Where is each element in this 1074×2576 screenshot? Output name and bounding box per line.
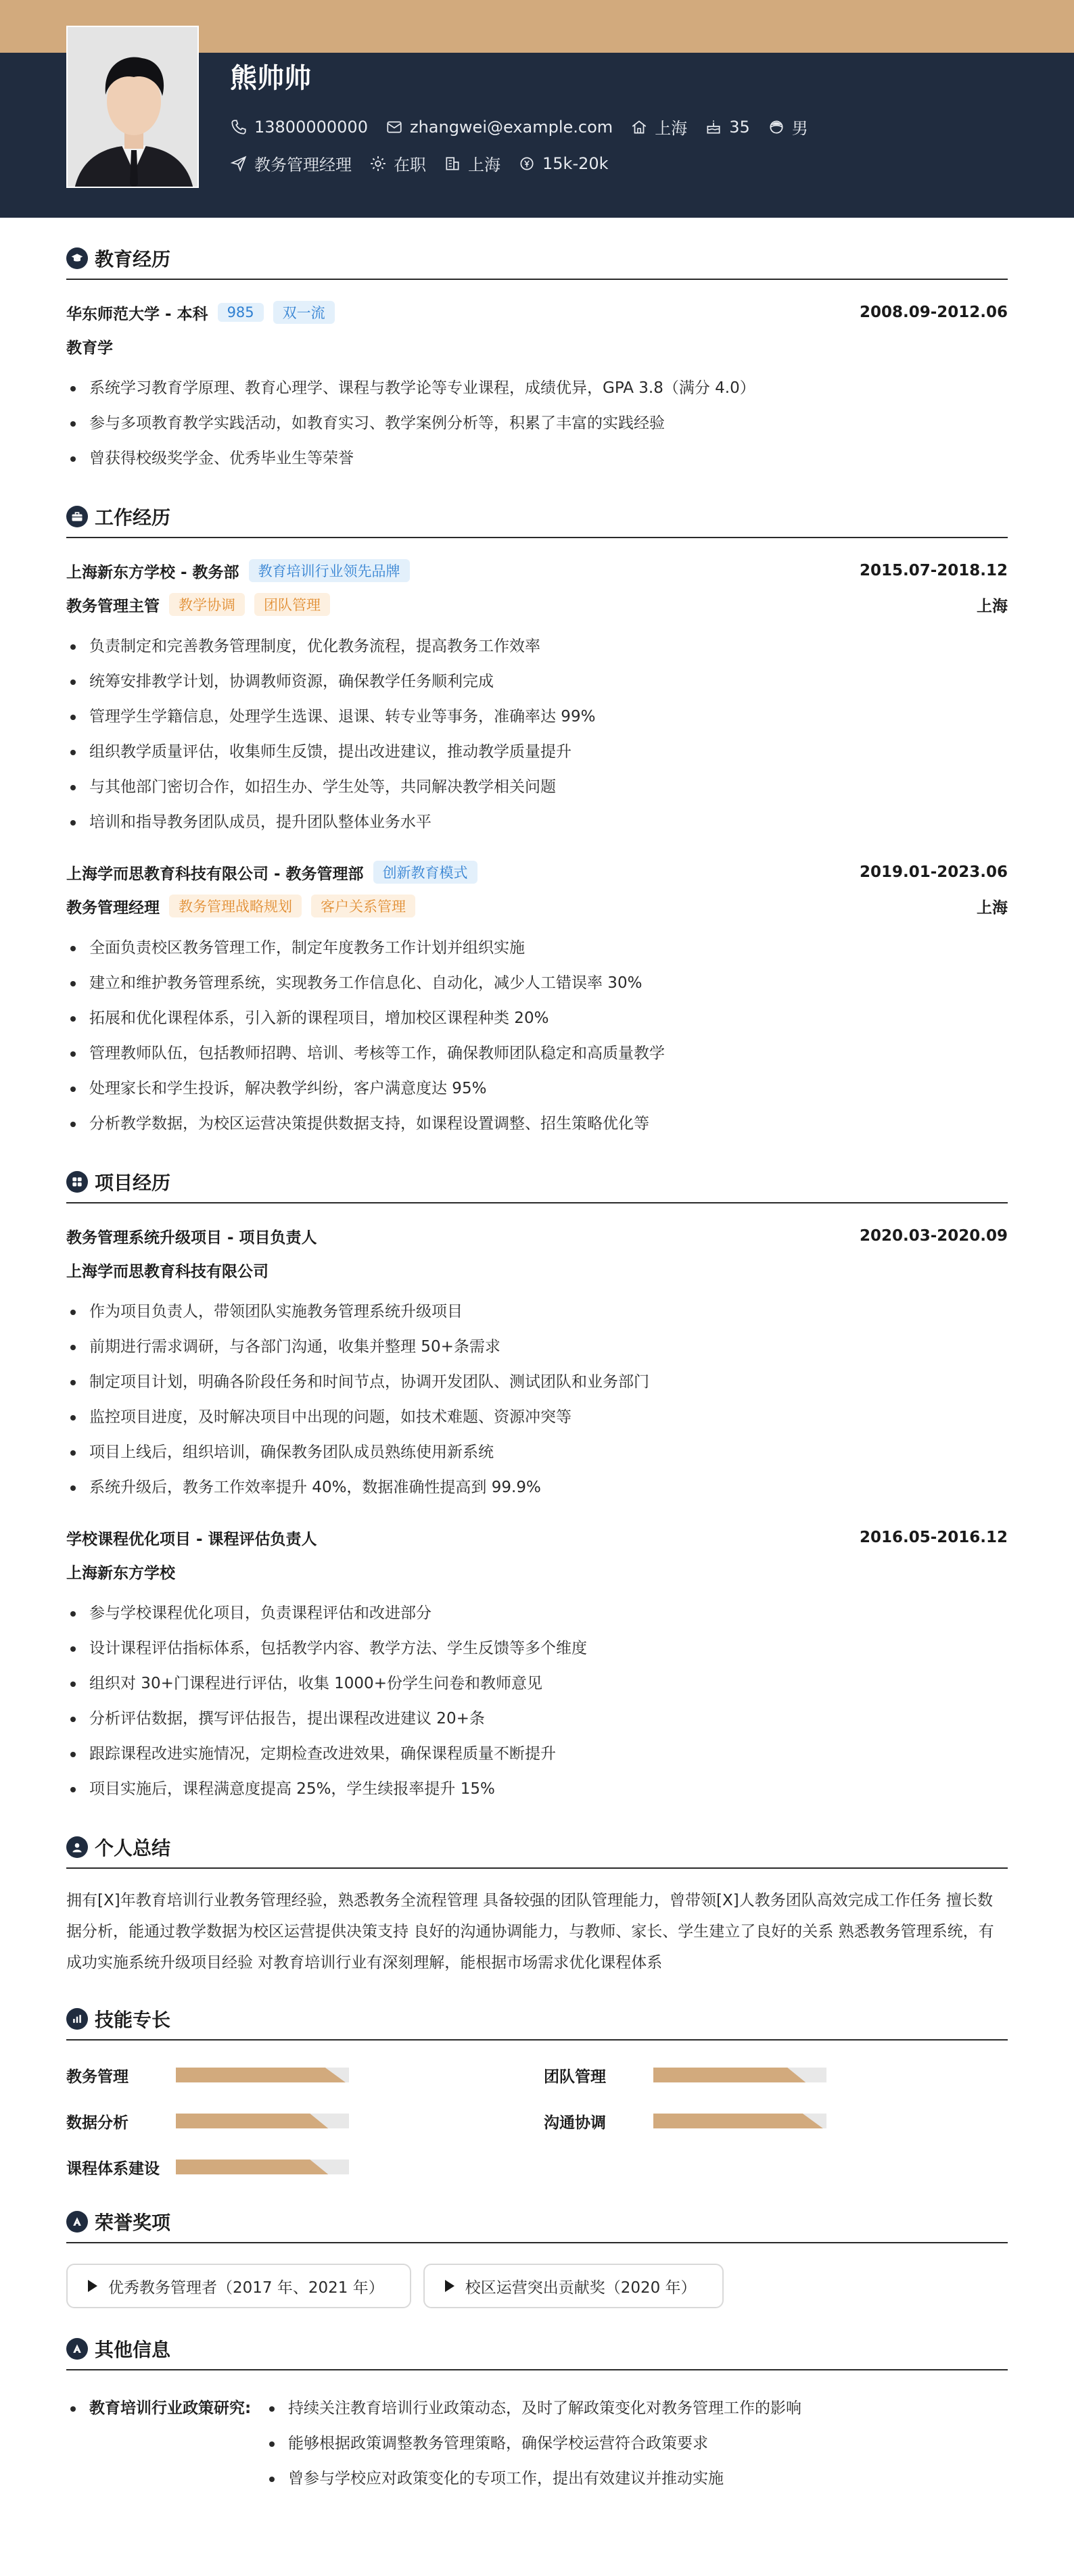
list-item: 曾参与学校应对政策变化的专项工作，提出有效建议并推动实施	[265, 2461, 801, 2496]
skill-name: 团队管理	[544, 2068, 606, 2086]
summary-header	[66, 1834, 1008, 1869]
avatar	[66, 26, 199, 188]
position-text: 教务管理经理	[254, 156, 352, 174]
other-bullets	[265, 2391, 801, 2496]
work-date: 2015.07-2018.12	[859, 562, 1008, 579]
status-text: 在职	[394, 156, 426, 174]
building-icon	[444, 155, 461, 172]
school-tag: 双一流	[273, 301, 335, 324]
company-name: 上海学而思教育科技有限公司 - 教务管理部	[66, 865, 364, 883]
user-icon	[66, 1836, 88, 1858]
major: 教育学	[66, 339, 113, 357]
education-entry	[66, 299, 1008, 476]
work-section	[66, 503, 1008, 1141]
salary-text: 15k-20k	[542, 153, 609, 173]
city-item	[630, 115, 687, 139]
award-icon	[66, 2211, 88, 2233]
home-icon	[630, 118, 648, 136]
project-org-row	[66, 1256, 1008, 1283]
list-item: 管理教师队伍，包括教师招聘、培训、考核等工作，确保教师团队稳定和高质量教学	[66, 1036, 1008, 1071]
company-tag: 创新教育模式	[373, 861, 477, 884]
section-title: 技能专长	[95, 2009, 171, 2031]
resume-body	[66, 218, 1008, 2496]
play-triangle-icon	[88, 2280, 97, 2292]
other-section	[66, 2335, 1008, 2496]
work-bullets	[66, 629, 1008, 840]
skill-item	[66, 2107, 544, 2135]
role-name: 教务管理主管	[66, 597, 160, 615]
phone-item	[230, 118, 368, 137]
grid-icon	[66, 1171, 88, 1193]
education-header	[66, 245, 1008, 280]
skill-name: 数据分析	[66, 2114, 129, 2132]
list-item: 参与多项教育教学实践活动，如教育实习、教学案例分析等，积累了丰富的实践经验	[66, 406, 1008, 441]
cake-icon	[705, 118, 722, 136]
projects-section	[66, 1168, 1008, 1807]
list-item: 全面负责校区教务管理工作，制定年度教务工作计划并组织实施	[66, 930, 1008, 965]
work-date: 2019.01-2023.06	[859, 863, 1008, 881]
summary-text: 拥有[X]年教育培训行业教务管理经验，熟悉教务全流程管理 具备较强的团队管理能力，曾带领[X]人教务团队高效完成工作任务 擅长数据分析，能通过教学数据为校区运营提供决策支持 良好的沟通协调能力，与教师、家长、学生建立了良好的关系 熟悉教务管理系统，有成功实施系统升级项目经验 对教育培训行业有深刻理解，能根据市场需求优化课程体系	[66, 1892, 994, 1972]
company-tag: 教育培训行业领先品牌	[249, 559, 410, 582]
job-row	[230, 151, 626, 175]
education-top-row	[66, 299, 1008, 326]
phone-text: 13800000000	[254, 117, 368, 137]
award-text: 优秀教务管理者（2017 年、2021 年）	[108, 2279, 384, 2297]
list-item: 负责制定和完善教务管理制度，优化教务流程，提高教务工作效率	[66, 629, 1008, 664]
info-icon	[66, 2338, 88, 2360]
award-item	[423, 2264, 724, 2308]
other-content	[66, 2391, 1008, 2496]
school-tag: 985	[218, 303, 264, 322]
list-item: 参与学校课程优化项目，负责课程评估和改进部分	[66, 1596, 1008, 1631]
skill-item	[66, 2061, 544, 2089]
briefcase-icon	[66, 506, 88, 527]
list-item: 培训和指导教务团队成员，提升团队整体业务水平	[66, 805, 1008, 840]
list-item: 跟踪课程改进实施情况，定期检查改进效果，确保课程质量不断提升	[66, 1736, 1008, 1771]
skill-item	[544, 2061, 1008, 2089]
work-location: 上海	[977, 899, 1008, 917]
list-item: 设计课程评估指标体系，包括教学内容、教学方法、学生反馈等多个维度	[66, 1631, 1008, 1666]
list-item: 监控项目进度，及时解决项目中出现的问题，如技术难题、资源冲突等	[66, 1400, 1008, 1435]
project-org: 上海学而思教育科技有限公司	[66, 1262, 268, 1281]
skill-item	[544, 2107, 1008, 2135]
email-item	[386, 118, 613, 137]
skill-bar	[176, 2160, 349, 2174]
list-item: 组织对 30+门课程进行评估，收集 1000+份学生问卷和教师意见	[66, 1666, 1008, 1701]
project-entry	[66, 1222, 1008, 1505]
list-item: 统筹安排教学计划，协调教师资源，确保教学任务顺利完成	[66, 664, 1008, 699]
skill-bar-fill	[176, 2160, 328, 2174]
skill-bar-fill	[653, 2114, 823, 2128]
role-name: 教务管理经理	[66, 899, 160, 917]
skill-bar-fill	[653, 2068, 806, 2082]
coin-icon	[518, 155, 536, 172]
skill-bar	[653, 2114, 826, 2128]
section-title: 荣誉奖项	[95, 2212, 171, 2234]
work-company-row	[66, 557, 1008, 584]
skill-bar	[176, 2068, 349, 2082]
list-item: 分析评估数据，撰写评估报告，提出课程改进建议 20+条	[66, 1701, 1008, 1736]
section-title: 个人总结	[95, 1837, 171, 1859]
awards-list	[66, 2264, 1008, 2308]
projects-header	[66, 1168, 1008, 1203]
list-item: 能够根据政策调整教务管理策略，确保学校运营符合政策要求	[265, 2426, 801, 2461]
list-item: 持续关注教育培训行业政策动态，及时了解政策变化对教务管理工作的影响	[265, 2391, 801, 2426]
skill-bar	[176, 2114, 349, 2128]
salary-item	[518, 154, 609, 173]
list-item: 管理学生学籍信息，处理学生选课、退课、转专业等事务，准确率达 99%	[66, 699, 1008, 734]
awards-section	[66, 2208, 1008, 2308]
project-top-row	[66, 1524, 1008, 1551]
skill-name: 教务管理	[66, 2068, 129, 2086]
city-text: 上海	[655, 119, 688, 138]
skill-bar	[653, 2068, 826, 2082]
mail-icon	[386, 118, 403, 136]
skill-name: 课程体系建设	[66, 2160, 160, 2178]
other-header	[66, 2335, 1008, 2370]
section-title: 项目经历	[95, 1172, 171, 1194]
age-item	[705, 118, 750, 137]
list-item: 分析教学数据，为校区运营决策提供数据支持，如课程设置调整、招生策略优化等	[66, 1106, 1008, 1141]
work-bullets	[66, 930, 1008, 1141]
project-org: 上海新东方学校	[66, 1564, 175, 1582]
list-item: 与其他部门密切合作，如招生办、学生处等，共同解决教学相关问题	[66, 769, 1008, 805]
list-item: 组织教学质量评估，收集师生反馈，提出改进建议，推动教学质量提升	[66, 734, 1008, 769]
summary-section	[66, 1834, 1008, 1978]
skill-name: 沟通协调	[544, 2114, 606, 2132]
role-tag: 教务管理战略规划	[169, 895, 302, 917]
project-date: 2020.03-2020.09	[859, 1227, 1008, 1245]
list-item: 项目实施后，课程满意度提高 25%，学生续报率提升 15%	[66, 1771, 1008, 1807]
candidate-name: 熊帅帅	[230, 63, 311, 94]
work-role-row	[66, 892, 1008, 920]
project-name: 教务管理系统升级项目 - 项目负责人	[66, 1229, 317, 1247]
project-bullets	[66, 1294, 1008, 1505]
list-item: 制定项目计划，明确各阶段任务和时间节点，协调开发团队、测试团队和业务部门	[66, 1364, 1008, 1400]
play-triangle-icon	[445, 2280, 454, 2292]
company-name: 上海新东方学校 - 教务部	[66, 563, 239, 581]
awards-header	[66, 2208, 1008, 2243]
skill-bar-fill	[176, 2068, 346, 2082]
school-name: 华东师范大学 - 本科	[66, 305, 208, 323]
award-text: 校区运营突出贡献奖（2020 年）	[465, 2279, 697, 2297]
list-item: 系统学习教育学原理、教育心理学、课程与教学论等专业课程，成绩优异，GPA 3.8（满分 4.0）	[66, 371, 1008, 406]
project-date: 2016.05-2016.12	[859, 1529, 1008, 1546]
list-item: 系统升级后，教务工作效率提升 40%，数据准确性提高到 99.9%	[66, 1470, 1008, 1505]
project-top-row	[66, 1222, 1008, 1249]
work-location: 上海	[977, 597, 1008, 615]
list-item: 作为项目负责人，带领团队实施教务管理系统升级项目	[66, 1294, 1008, 1329]
list-item: 前期进行需求调研，与各部门沟通，收集并整理 50+条需求	[66, 1329, 1008, 1364]
section-title: 教育经历	[95, 248, 171, 270]
list-item: 处理家长和学生投诉，解决教学纠纷，客户满意度达 95%	[66, 1071, 1008, 1106]
gender-text: 男	[791, 119, 808, 138]
other-label: 教育培训行业政策研究:	[66, 2391, 265, 2426]
education-section	[66, 245, 1008, 476]
gender-item	[768, 115, 808, 139]
work-header	[66, 503, 1008, 538]
phone-icon	[230, 118, 248, 136]
project-org-row	[66, 1558, 1008, 1585]
skill-bar-fill	[176, 2114, 328, 2128]
project-bullets	[66, 1596, 1008, 1807]
education-bullets	[66, 371, 1008, 476]
education-date: 2008.09-2012.06	[859, 304, 1008, 321]
send-icon	[230, 155, 248, 172]
section-title: 其他信息	[95, 2339, 171, 2361]
work-entry	[66, 859, 1008, 1141]
list-item: 拓展和优化课程体系，引入新的课程项目，增加校区课程种类 20%	[66, 1001, 1008, 1036]
role-tag: 教学协调	[169, 593, 245, 616]
skills-header	[66, 2005, 1008, 2041]
role-tag: 团队管理	[254, 593, 330, 616]
work-city-text: 上海	[468, 156, 500, 174]
skills-section	[66, 2005, 1008, 2181]
section-title: 工作经历	[95, 506, 171, 529]
project-entry	[66, 1524, 1008, 1807]
list-item: 项目上线后，组织培训，确保教务团队成员熟练使用新系统	[66, 1435, 1008, 1470]
gender-icon	[768, 118, 785, 136]
list-item: 建立和维护教务管理系统，实现教务工作信息化、自动化，减少人工错误率 30%	[66, 965, 1008, 1001]
age-text: 35	[729, 117, 750, 137]
work-entry	[66, 557, 1008, 840]
role-tag: 客户关系管理	[311, 895, 415, 917]
skills-grid	[66, 2061, 1008, 2181]
award-item	[66, 2264, 411, 2308]
status-item	[369, 151, 426, 175]
position-item	[230, 151, 352, 175]
graduation-cap-icon	[66, 247, 88, 269]
contact-row	[230, 115, 826, 139]
bar-chart-icon	[66, 2008, 88, 2030]
list-item: 曾获得校级奖学金、优秀毕业生等荣誉	[66, 441, 1008, 476]
education-sub-row	[66, 333, 1008, 360]
work-company-row	[66, 859, 1008, 886]
work-role-row	[66, 591, 1008, 618]
skill-item	[66, 2153, 544, 2181]
project-name: 学校课程优化项目 - 课程评估负责人	[66, 1530, 317, 1548]
work-city-item	[444, 151, 500, 175]
email-text: zhangwei@example.com	[409, 117, 613, 137]
avatar-portrait-icon	[68, 27, 199, 188]
gear-icon	[369, 155, 387, 172]
